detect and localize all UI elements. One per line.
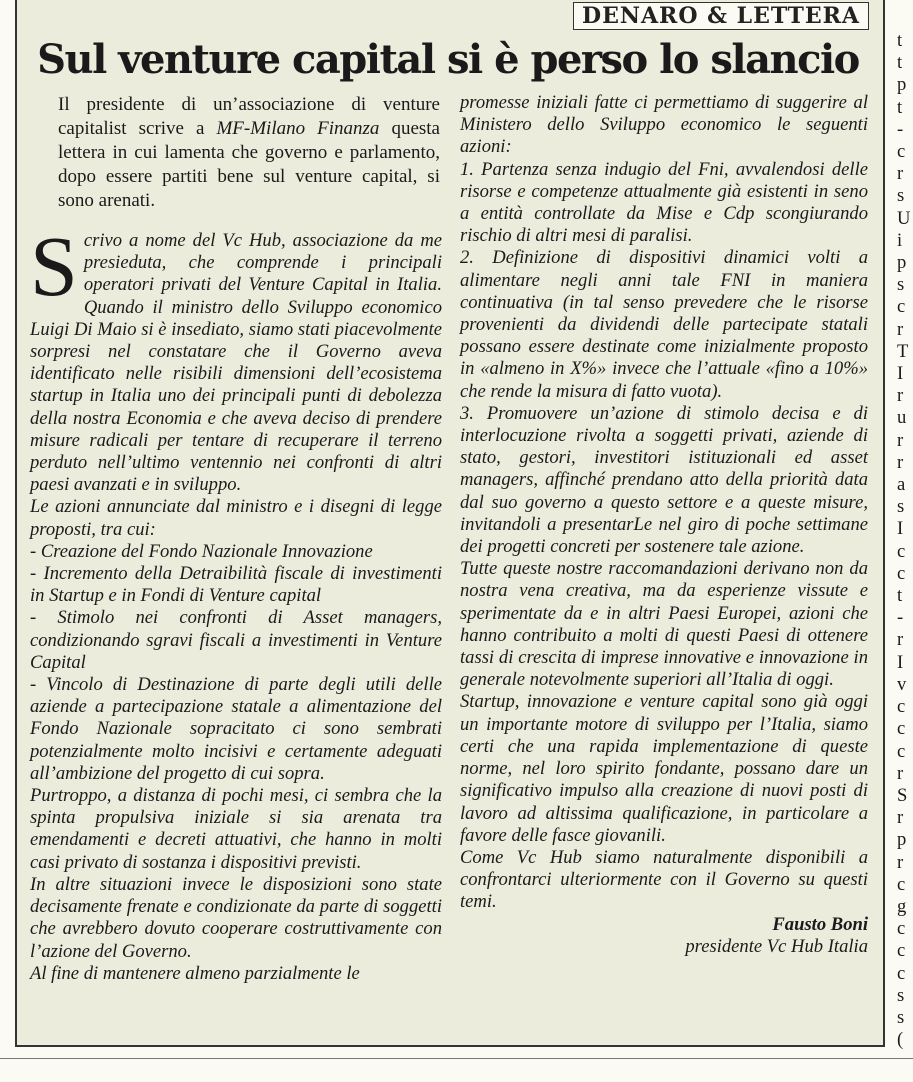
edge-letter: s bbox=[897, 496, 905, 518]
edge-letter: p bbox=[897, 252, 907, 274]
letter-list-item: - Vincolo di Destinazione di parte degli utili delle aziende a partecipazione statale a alimentazione del Fondo Nazionale sopracitato ci sono sembrati potenzialmente molto incisivi e certamente adeguati all’ambizione del progetto di cui sopra. bbox=[30, 674, 442, 784]
letter-paragraph: Al fine di mantenere almeno parzialmente le bbox=[30, 962, 360, 984]
edge-letter: c bbox=[897, 296, 906, 318]
adjacent-article-strip bbox=[897, 30, 913, 1051]
edge-letter: s bbox=[897, 185, 905, 207]
letter-paragraph: Come Vc Hub siamo naturalmente disponibili a confrontarci ulteriormente con il Governo su questi temi. bbox=[460, 846, 868, 913]
edge-letter: r bbox=[897, 851, 904, 873]
edge-letter: c bbox=[897, 696, 906, 718]
edge-letter: c bbox=[897, 141, 906, 163]
letter-paragraph-text: crivo a nome del Vc Hub, associazione da me presieduta, che comprende i principali operatori privati del Venture Capital in Italia. Quando il ministro dello Sviluppo economico Luigi Di Maio si è insediato, siamo stati piacevolmente sorpresi nel constatare che il Governo aveva identificato nelle risibili dimensioni dell’ecosistema startup in Italia uno dei principali punti di debolezza della nostra Economia e che aveva deciso di prendere misure radicali per tentare di recuperare il terreno perduto nell’ultimo ventennio nei confronti di altri paesi avanzati e in sviluppo. bbox=[30, 230, 442, 496]
edge-letter: c bbox=[897, 940, 906, 962]
letter-list-item: - Creazione del Fondo Nazionale Innovazione bbox=[30, 540, 373, 562]
letter-paragraph: In altre situazioni invece le disposizioni sono state decisamente frenate e condizionate da parte di soggetti che avrebbero dovuto cooperare costruttivamente con l’azione del Governo. bbox=[30, 873, 442, 962]
edge-letter: u bbox=[897, 407, 907, 429]
edge-letter: t bbox=[897, 52, 903, 74]
section-label: DENARO & LETTERA bbox=[573, 2, 869, 30]
letter-list-item: - Stimolo nei confronti di Asset managers, condizionando sgravi fiscali a investimenti in Venture Capital bbox=[30, 607, 442, 673]
edge-letter: c bbox=[897, 873, 906, 895]
letter-list-item: 2. Definizione di dispositivi dinamici volti a alimentare negli anni tale FNI in maniera continuativa (in tal senso prevedere che le risorse provenienti da dividendi delle partecipate statali possano essere destinate come inizialmente proposto in «almeno in X%» invece che l’attuale «fino a 10%» che rende la misura di fatto vuota). bbox=[460, 247, 868, 402]
drop-cap: S bbox=[30, 218, 78, 314]
letter-paragraph: Le azioni annunciate dal ministro e i disegni di legge proposti, tra cui: bbox=[30, 496, 442, 540]
edge-letter: t bbox=[897, 585, 903, 607]
edge-letter: a bbox=[897, 474, 906, 496]
letter-paragraph: Tutte queste nostre raccomandazioni derivano non da nostra vena creativa, ma da esperienze vissute e sperimentate da e in altri Paesi Europei, azioni che hanno contribuito a molti di questi Paesi di ottenere tassi di crescita di imprese innovative e innovazione in generale notevolmente superiori all’Italia di oggi. bbox=[460, 558, 868, 691]
letter-list-item: - Incremento della Detraibilità fiscale di investimenti in Startup e in Fondi di Venture capital bbox=[30, 563, 442, 607]
edge-letter: t bbox=[897, 30, 903, 51]
edge-letter: r bbox=[897, 629, 904, 651]
signature-name: Fausto Boni bbox=[772, 913, 868, 935]
edge-letter: I bbox=[897, 518, 904, 540]
letter-paragraph: Startup, innovazione e venture capital sono già oggi un importante motore di sviluppo per l’Italia, siamo certi che una rapida implementazione di queste norme, nel loro spirito fondante, possano dare un significativo impulso alla creazione di nuovi posti di lavoro ad altissima qualificazione, in particolare a favore delle fasce giovanili. bbox=[460, 691, 868, 846]
edge-letter: c bbox=[897, 540, 906, 562]
edge-letter: g bbox=[897, 895, 907, 917]
edge-letter: r bbox=[897, 451, 904, 473]
edge-letter: c bbox=[897, 718, 906, 740]
edge-letter: r bbox=[897, 762, 904, 784]
letter-list-item: 1. Partenza senza indugio del Fni, avvalendosi delle risorse e competenze attualmente già esistenti in seno a entità controllate da Mise e Cdp scongiurando rischio di altri mesi di paralisi. bbox=[460, 158, 868, 247]
intro-paragraph: Il presidente di un’associazione di venture capitalist scrive a MF-Milano Finanza questa lettera in cui lamenta che governo e parlamento, dopo essere partiti bene sul venture capital, si sono arenati. bbox=[58, 94, 440, 211]
edge-letter: - bbox=[897, 118, 904, 140]
edge-letter: p bbox=[897, 74, 907, 96]
edge-letter: r bbox=[897, 385, 904, 407]
letter-left-column bbox=[30, 218, 442, 985]
edge-letter: r bbox=[897, 807, 904, 829]
letter-right-column bbox=[460, 92, 868, 958]
edge-letter: c bbox=[897, 962, 906, 984]
edge-letter: s bbox=[897, 984, 905, 1006]
letter-paragraph: promesse iniziali fatte ci permettiamo di suggerire al Ministero dello Sviluppo economico le seguenti azioni: bbox=[460, 92, 868, 158]
edge-letter: U bbox=[897, 207, 911, 229]
edge-letter: c bbox=[897, 740, 906, 762]
edge-letter: c bbox=[897, 562, 906, 584]
letter-list-item: 3. Promuovere un’azione di stimolo decisa e di interlocuzione rivolta a soggetti privati, aziende di stato, gestori, investitori istituzionali ed asset managers, affinché prendano atto della priorità data dal suo governo a questo settore e a queste misure, invitandoli a presentarLe nel giro di poche settimane dei progetti concreti per sostenere tale azione. bbox=[460, 402, 868, 558]
edge-letter: I bbox=[897, 363, 904, 385]
edge-letter: r bbox=[897, 429, 904, 451]
edge-letter: v bbox=[897, 673, 907, 695]
signature-role: presidente Vc Hub Italia bbox=[685, 935, 868, 957]
edge-letter: i bbox=[897, 229, 903, 251]
edge-letter: p bbox=[897, 829, 907, 851]
edge-letter: T bbox=[897, 340, 909, 362]
edge-letter: r bbox=[897, 318, 904, 340]
page-divider bbox=[0, 1058, 913, 1059]
edge-letter: ( bbox=[897, 1029, 904, 1051]
letter-paragraph bbox=[30, 218, 442, 496]
edge-letter: s bbox=[897, 1006, 905, 1028]
edge-letter: S bbox=[897, 784, 908, 806]
edge-letter: t bbox=[897, 96, 903, 118]
edge-letter: s bbox=[897, 274, 905, 296]
headline: Sul venture capital si è perso lo slancio bbox=[37, 36, 859, 83]
edge-letter: r bbox=[897, 163, 904, 185]
letter-paragraph: Purtroppo, a distanza di pochi mesi, ci sembra che la spinta propulsiva iniziale si sia arenata tra emendamenti e decreti attuativi, che hanno in molti casi privato di sostanza i dispositivi previsti. bbox=[30, 785, 442, 873]
edge-letter: c bbox=[897, 918, 906, 940]
edge-letter: I bbox=[897, 651, 904, 673]
edge-letter: - bbox=[897, 607, 904, 629]
